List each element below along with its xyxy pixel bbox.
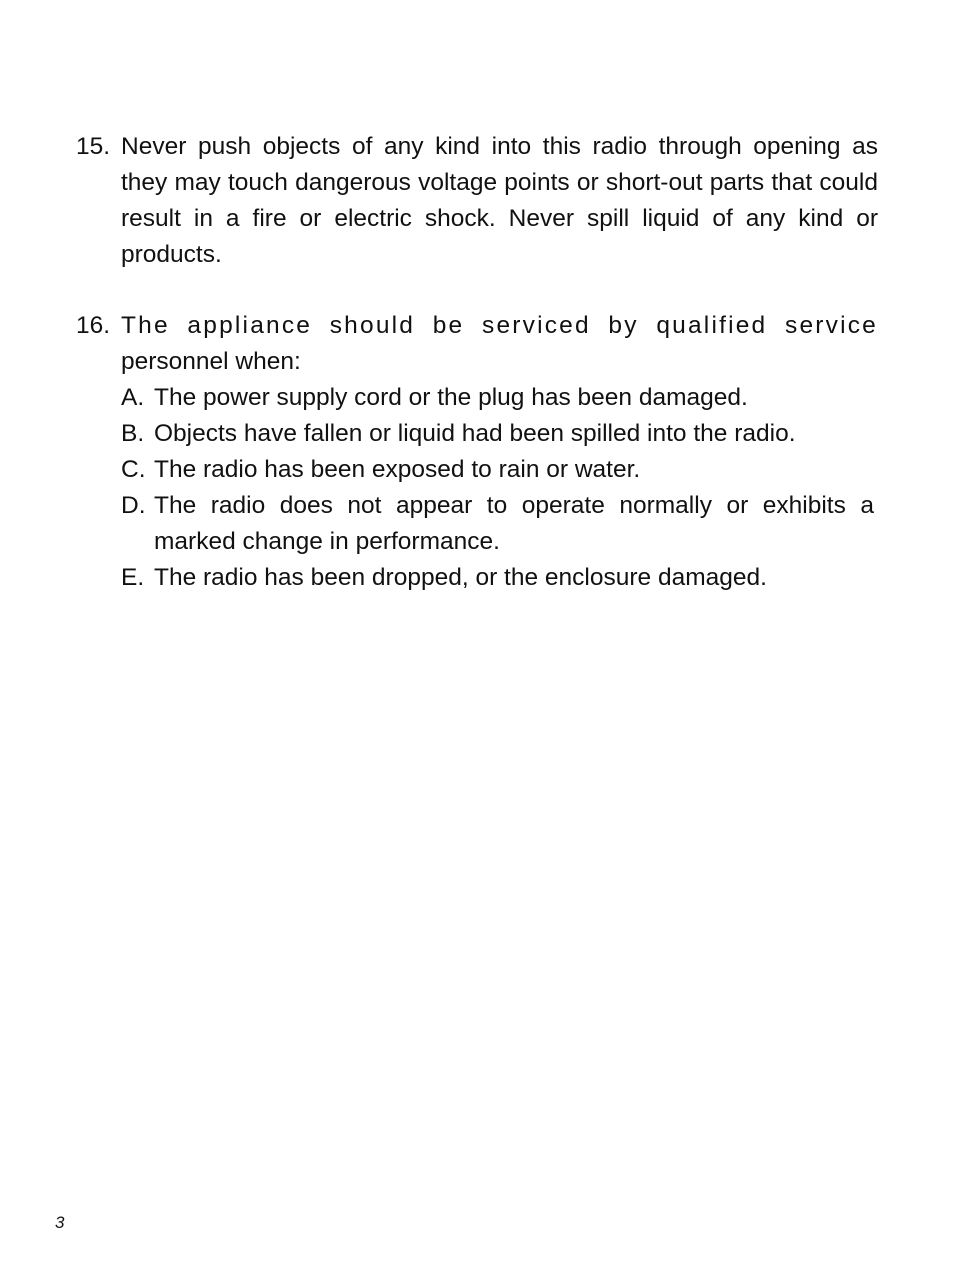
page-number: 3 bbox=[55, 1213, 65, 1232]
sub-item-a bbox=[121, 380, 874, 416]
sub-item-letter: A. bbox=[121, 384, 145, 411]
sub-item-letter: E. bbox=[121, 564, 145, 591]
sub-item-c bbox=[121, 452, 874, 488]
item-number: 15. bbox=[76, 133, 111, 160]
sub-item-text: Objects have fallen or liquid had been spilled into the radio. bbox=[154, 420, 796, 447]
item-text: Never push objects of any kind into this radio through opening as they may touch dangerous voltage points or short-out parts that could result in a fire or electric shock. Never spill liquid of any kind or products. bbox=[121, 133, 878, 268]
sub-item-text: The power supply cord or the plug has been damaged. bbox=[154, 384, 748, 411]
sub-item-text: The radio has been dropped, or the enclosure damaged. bbox=[154, 564, 767, 591]
sub-item-text: The radio has been exposed to rain or water. bbox=[154, 456, 641, 483]
sub-item-letter: B. bbox=[121, 420, 145, 447]
item-number: 16. bbox=[76, 312, 111, 339]
sub-item-letter: D. bbox=[121, 492, 146, 519]
item-body bbox=[121, 308, 878, 596]
sub-item-d bbox=[121, 488, 874, 560]
item-intro: The appliance should be serviced by qualified service bbox=[121, 312, 878, 339]
item-intro-continued: personnel when: bbox=[121, 348, 301, 375]
list-item-15 bbox=[76, 129, 878, 273]
sub-list bbox=[121, 380, 878, 596]
sub-item-e bbox=[121, 560, 874, 596]
sub-item-text: The radio does not appear to operate normally or exhibits a marked change in performance. bbox=[154, 492, 874, 555]
sub-item-letter: C. bbox=[121, 456, 146, 483]
list-item-16 bbox=[76, 308, 878, 596]
sub-item-b bbox=[121, 416, 874, 452]
